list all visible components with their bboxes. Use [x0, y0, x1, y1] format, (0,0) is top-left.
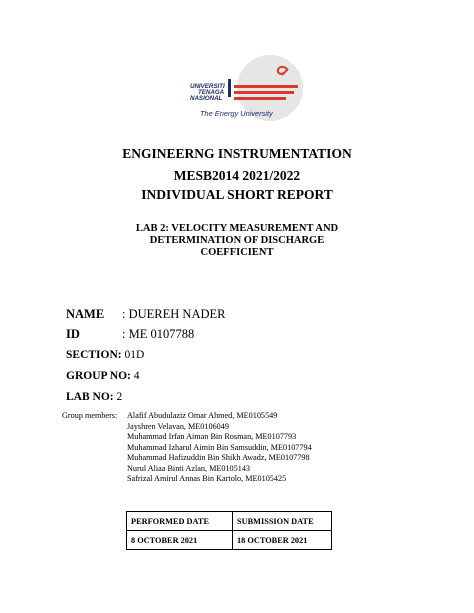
list-item: Muhammad Hafizuddin Bin Shikh Awadz, ME0107798: [127, 453, 310, 462]
table-header-cell: SUBMISSION DATE: [233, 512, 332, 531]
lab-title: [0, 223, 474, 259]
list-item: Alafif Abudulaziz Omar Ahmed, ME0105549: [127, 411, 278, 420]
group-members: [62, 411, 312, 483]
dates-table: [126, 511, 332, 550]
lab-number-label: LAB NO:: [66, 391, 114, 403]
section-value: 01D: [121, 349, 145, 361]
course-title: ENGINEERNG INSTRUMENTATION: [122, 146, 352, 161]
lab-number-field: [66, 391, 122, 403]
group-members-list: [127, 411, 312, 485]
table-cell: 18 OCTOBER 2021: [233, 531, 332, 550]
list-item: Nurul Aliaa Binti Azlan, ME0105143: [127, 463, 251, 473]
section-label: SECTION:: [66, 349, 122, 361]
logo-divider-bar: [228, 79, 231, 97]
logo-red-stripe: [234, 91, 294, 94]
course-code: MESB2014 2021/2022: [173, 168, 301, 183]
list-item: Jayshren Velavan, ME0106049: [127, 421, 229, 431]
group-members-label: Group members:: [62, 411, 118, 420]
logo-name-line: UNIVERSITI: [190, 83, 225, 90]
logo-tagline: The Energy University: [200, 109, 273, 118]
table-row: [127, 531, 332, 550]
name-field: [66, 307, 225, 322]
lab-number-value: 2: [113, 391, 123, 403]
group-label: GROUP NO:: [66, 370, 131, 382]
table-cell: 8 OCTOBER 2021: [127, 531, 233, 550]
table-row: [127, 512, 332, 531]
lab-title-line: LAB 2: VELOCITY MEASUREMENT AND: [135, 223, 339, 234]
report-type: INDIVIDUAL SHORT REPORT: [141, 187, 333, 202]
id-value: : ME 0107788: [122, 327, 195, 341]
uniten-logo: [170, 55, 305, 125]
section-field: [66, 349, 144, 361]
id-label: ID: [66, 327, 80, 341]
lab-title-line: DETERMINATION OF DISCHARGE: [149, 235, 325, 246]
logo-name-line: NASIONAL: [190, 95, 223, 102]
lab-title-line: COEFFICIENT: [200, 247, 274, 258]
group-field: [66, 370, 139, 382]
group-value: 4: [130, 370, 140, 382]
list-item: Muhammad Irfan Aiman Bin Rosman, ME0107793: [127, 432, 297, 441]
logo-red-stripe: [234, 97, 286, 100]
name-value: : DUEREH NADER: [122, 307, 226, 321]
list-item: Safrizal Amirul Annas Bin Kartolo, ME0105425: [127, 474, 287, 483]
table-header-cell: PERFORMED DATE: [127, 512, 233, 531]
logo-red-stripe: [234, 85, 298, 88]
id-field: [66, 327, 194, 342]
name-label: NAME: [66, 307, 105, 321]
logo-name-line: TENAGA: [198, 89, 225, 96]
list-item: Muhammad Izharul Aimin Bin Samsuddin, ME0107794: [127, 442, 312, 452]
